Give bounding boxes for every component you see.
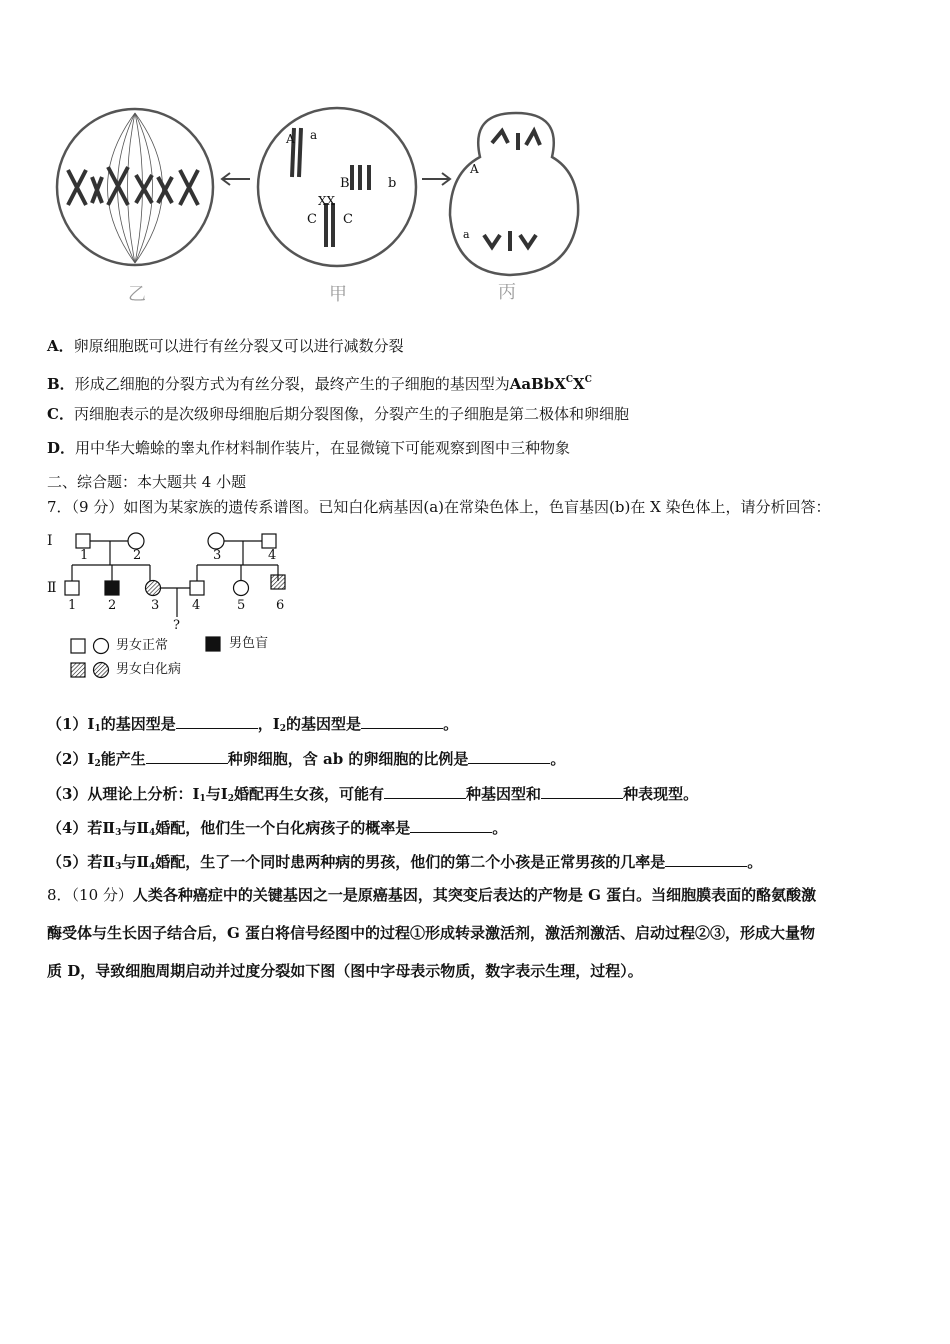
q7-sub1: $(1)Ⅰ_1$的基因型是 ，$Ⅰ_2$的基因型是 。 [47,715,459,734]
answer-blank[interactable] [361,714,443,729]
q7-sub4: （4）若$Ⅱ_3$与$Ⅱ_4$婚配，他们生一个白化病孩子的概率是 。 [47,819,508,838]
option-b-genotype: AaBbX [509,375,566,393]
cell-bing [450,113,578,275]
cell-yi [57,109,213,265]
q7-stem-text: 如图为某家族的遗传系谱图。已知白化病基因(a)在常染色体上，色盲基因(b)在 X 染色体上，请分析回答： [123,498,831,516]
ped-II1 [65,581,79,595]
jia-label-XX: XX [318,194,336,208]
legend-colorblind-text: 男色盲 [229,636,269,651]
arrow-left [222,173,250,185]
answer-blank[interactable] [176,714,258,729]
jia-label-b: b [388,176,397,191]
jia-label-B: B [340,176,350,191]
ped-I1 [76,534,90,548]
caption-jia: 甲 [329,284,347,305]
q8-number: 8． [47,886,72,904]
caption-bing: 丙 [498,282,516,303]
q7-stem [47,497,831,517]
ped-num-II4: 4 [192,598,201,613]
q7-sub5: （5）若$Ⅱ_3$与$Ⅱ_4$婚配，生了一个同时患两种病的男孩，他们的第二个小孩是正常男孩的几率是 。 [47,853,763,872]
arrow-right [422,173,450,185]
ped-num-I1: 1 [80,548,89,563]
q8-line1-text: 人类各种癌症中的关键基因之一是原癌基因，其突变后表达的产物是 G 蛋白。当细胞膜表面的酪氨酸激 [132,886,817,904]
option-b-x2: X [573,375,585,393]
option-d-label: D． [47,439,76,457]
option-b-label: B． [47,375,75,393]
legend-colorblind-male [206,637,220,651]
ped-num-II6: 6 [276,598,285,613]
ped-num-II5: 5 [237,598,246,613]
option-a [47,336,404,356]
bing-label-A: A [470,162,479,176]
legend-normal-female [94,639,109,654]
jia-label-a: a [310,128,318,142]
bing-label-a: a [463,228,470,241]
ped-II6 [271,575,285,589]
jia-label-A: A [286,132,295,146]
option-d [47,438,570,458]
ped-num-I2: 2 [133,548,142,563]
ped-II4 [190,581,204,595]
q7-sub2: $(2)Ⅰ_2$能产生 种卵细胞，含 ab 的卵细胞的比例是 。 [47,750,566,769]
ped-II3 [146,581,161,596]
option-a-label: A． [47,337,74,355]
jia-label-C1: C [307,212,317,227]
answer-blank[interactable] [384,784,466,799]
q8-line2: 酶受体与生长因子结合后，G 蛋白将信号经图中的过程①形成转录激活剂，激活剂激活、启动过程②③，形成大量物 [47,924,816,942]
option-b [47,370,592,394]
q8-line1 [47,885,816,905]
option-c-label: C． [47,405,74,423]
option-c [47,404,629,424]
option-a-text: 卵原细胞既可以进行有丝分裂又可以进行减数分裂 [73,337,404,355]
option-b-sup1: C [565,375,574,385]
q8-score: （10 分） [71,886,133,904]
pedigree-chart [40,525,300,685]
answer-blank[interactable] [468,749,550,764]
legend-albino-text: 男女白化病 [116,662,182,677]
q8-line3: 质 D，导致细胞周期启动并过度分裂如下图（图中字母表示物质，数字表示生理，过程）。 [47,962,643,980]
ped-II5 [234,581,249,596]
answer-blank[interactable] [665,852,747,867]
option-d-text: 用中华大蟾蜍的睾丸作材料制作装片，在显微镜下可能观察到图中三种物象 [75,439,571,457]
q7-score: （9 分） [71,498,124,516]
answer-blank[interactable] [146,749,228,764]
legend-normal-male [71,639,85,653]
ped-gen2-label: Ⅱ [47,580,57,596]
ped-gen1-label: Ⅰ [47,533,53,549]
ped-num-II3: 3 [151,598,160,613]
answer-blank[interactable] [410,818,492,833]
option-b-text: 形成乙细胞的分裂方式为有丝分裂，最终产生的子细胞的基因型为 [74,375,510,393]
q7-sub3: （3）从理论上分析：$Ⅰ_1$与$Ⅰ_2$婚配再生女孩，可能有 种基因型和 种表现型。 [47,785,699,804]
ped-num-I3: 3 [213,548,222,563]
option-c-text: 丙细胞表示的是次级卵母细胞后期分裂图像，分裂产生的子细胞是第二极体和卵细胞 [73,405,629,423]
legend-normal-text: 男女正常 [116,638,169,653]
section-title: 二、综合题：本大题共 4 小题 [47,473,247,491]
ped-II2 [105,581,119,595]
ped-num-II1: 1 [68,598,77,613]
ped-I2 [128,533,144,549]
legend-albino-female [94,663,109,678]
ped-num-II2: 2 [108,598,117,613]
option-b-sup2: C [584,375,592,385]
ped-I4 [262,534,276,548]
q7-number: 7． [47,498,72,516]
ped-num-I4: 4 [268,548,277,563]
ped-offspring: ? [173,618,180,633]
legend-albino-male [71,663,85,677]
jia-label-C2: C [343,212,353,227]
ped-I3 [208,533,224,549]
caption-yi: 乙 [128,284,146,305]
answer-blank[interactable] [541,784,623,799]
